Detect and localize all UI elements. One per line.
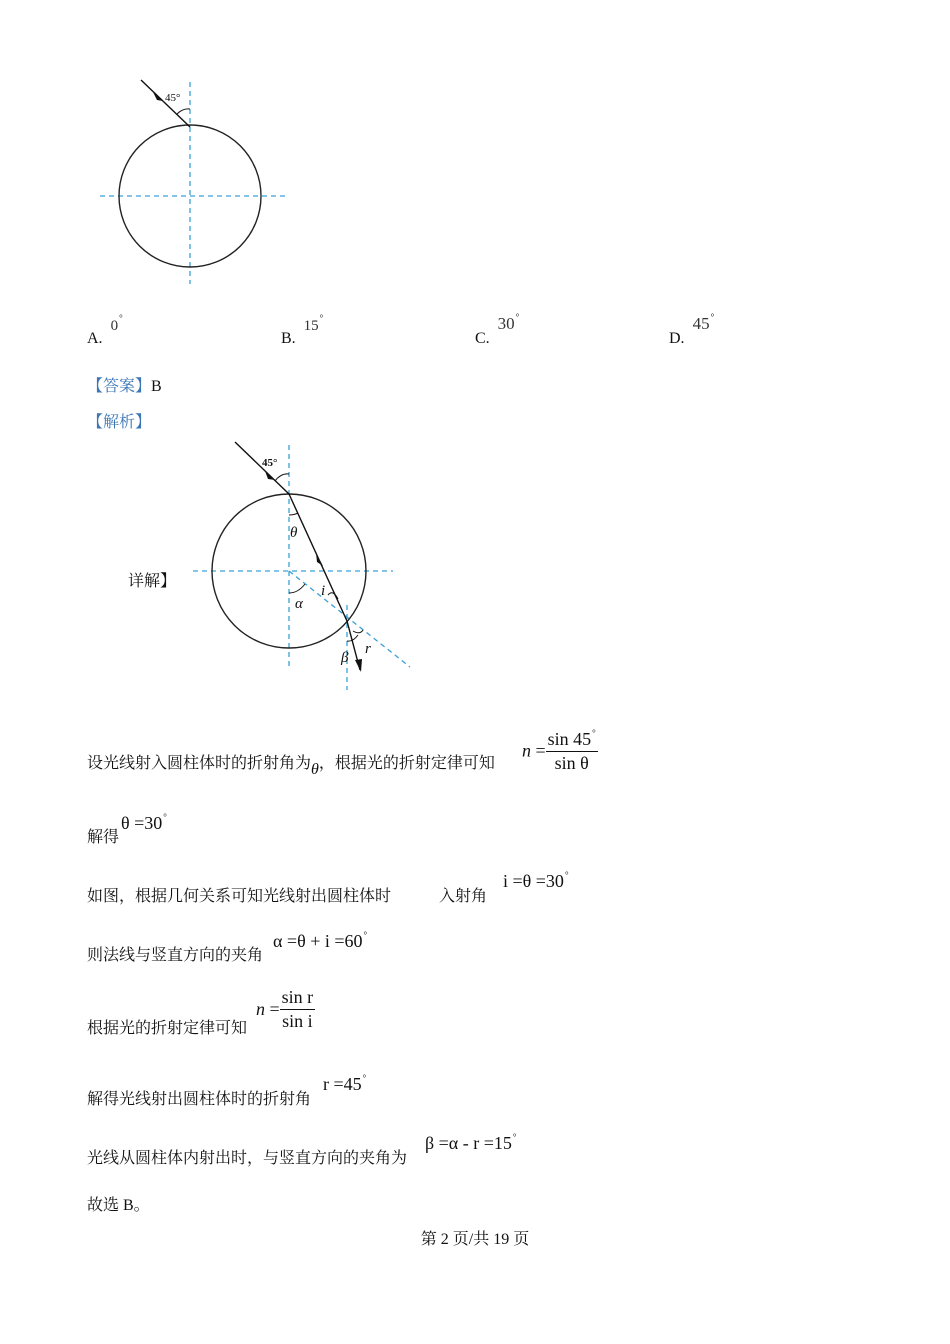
analysis-tag: 【解析】 (87, 414, 152, 431)
page-footer: 第 2 页/共 19 页 (420, 1231, 530, 1248)
option-value: 15 (303, 318, 319, 334)
figure-1-cylinder-incident-ray (95, 72, 295, 292)
label-r: r (365, 641, 371, 657)
step-7: 光线从圆柱体内射出时，与竖直方向的夹角为 (87, 1150, 408, 1167)
step-3: 如图，根据几何关系可知光线射出圆柱体时 入射角 (87, 888, 488, 905)
angle-arc-45 (275, 474, 289, 481)
refracted-arrow (316, 553, 323, 566)
step-2-formula: θ =30° (121, 812, 167, 833)
option-letter: C. (475, 330, 490, 347)
fraction: $\frac{\sin 45^\circ}{\text{sin θ}}$ (547, 728, 596, 773)
option-value: 0 (110, 318, 119, 334)
angle-label-45: 45° (165, 92, 181, 104)
step-4: 则法线与竖直方向的夹角 (87, 947, 264, 964)
step-8: 故选 B。 (87, 1197, 150, 1214)
label-alpha: α (295, 596, 303, 612)
exit-arrow (355, 659, 362, 672)
step-6-formula: r =45° (323, 1073, 367, 1094)
fraction: $\frac{\text{sin r}}{\text{sin i}}$ (281, 987, 314, 1031)
step-6: 解得光线射出圆柱体时的折射角 (87, 1091, 312, 1108)
option-letter: B. (281, 330, 296, 347)
angle-arc (177, 109, 190, 114)
option-d[interactable]: D. 45° (669, 312, 715, 347)
step-4-formula: α =θ + i =60° (273, 930, 368, 951)
angle-label-45: 45° (262, 457, 278, 469)
answer-value: B (151, 378, 162, 395)
angle-arc-beta (347, 635, 358, 641)
label-theta: θ (290, 525, 298, 541)
angle-arc-r (353, 630, 363, 633)
analysis-line (87, 409, 151, 432)
option-letter: D. (669, 330, 685, 347)
step-2: 解得 (87, 829, 120, 846)
step-5: 根据光的折射定律可知 (87, 1020, 248, 1037)
step-1: 设光线射入圆柱体时的折射角为θ，根据光的折射定律可知 (87, 755, 495, 778)
option-value: 30 (497, 314, 515, 333)
angle-arc-alpha (289, 584, 305, 593)
label-i: i (321, 583, 326, 599)
answer-tag: 【答案】 (87, 378, 152, 395)
option-c[interactable]: C. 30° (475, 312, 520, 347)
option-letter: A. (87, 330, 103, 347)
step-5-formula: n = $\frac{\text{sin r}}{\text{sin i}}$ (256, 987, 314, 1031)
detail-label: 详解】 (128, 573, 177, 590)
label-beta: β (341, 650, 349, 666)
option-a[interactable]: A. 0° (87, 313, 123, 347)
figure-2-refraction-diagram (185, 435, 425, 695)
option-b[interactable]: B. 15° (281, 313, 324, 347)
option-value: 45 (692, 314, 710, 333)
step-7-formula: β =α - r =15° (425, 1132, 517, 1153)
step-3-formula: i =θ =30° (503, 870, 569, 891)
answer-line (87, 373, 162, 396)
step-1-formula: n = $\frac{\sin 45^\circ}{\text{sin θ}}$ (522, 728, 596, 773)
angle-arc-theta (289, 513, 298, 515)
